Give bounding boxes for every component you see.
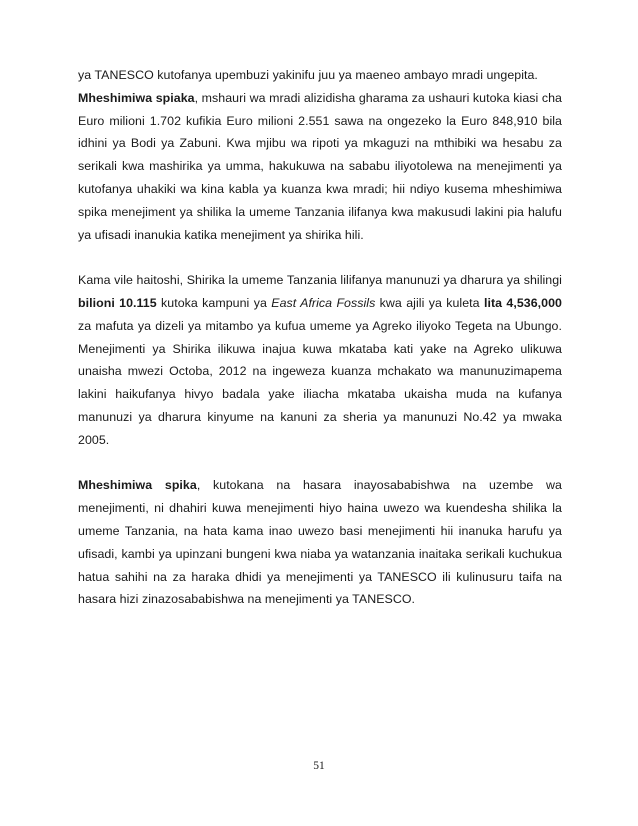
paragraph-3 xyxy=(78,269,562,451)
paragraph-4 xyxy=(78,474,562,611)
paragraph-3-text-a: Kama vile haitoshi, Shirika la umeme Tanzania lilifanya manunuzi ya dharura ya shilingi xyxy=(78,273,562,288)
paragraph-2 xyxy=(78,87,562,247)
paragraph-2-text: , mshauri wa mradi alizidisha gharama za ushauri kutoka kiasi cha Euro milioni 1.702 kufikia Euro milioni 2.551 sawa na ongezeko la Euro 848,910 bila idhini ya Bodi ya Zabuni. Kwa mjibu wa ripoti ya mkaguzi na mthibiki wa hesabu za serikali kwa mashirika ya umma, hakukuwa na sababu iliyotolewa na menejimenti ya kutofanya uhakiki wa kina kabla ya kuanza kwa mradi; hii ndiyo kusema mheshimiwa spika menejiment ya shilika la umeme Tanzania ilifanya kwa makusudi lakini pia halufu ya ufisadi inanukia katika menejiment ya shirika hili. xyxy=(78,90,562,242)
paragraph-4-text: , kutokana na hasara inayosababishwa na uzembe wa menejimenti, ni dhahiri kuwa menejimenti hiyo haina uwezo wa kuendesha shilika la umeme Tanzania, na hata kama inao uwezo basi menejimenti hii inanuka harufu ya ufisadi, kambi ya upinzani bungeni kwa niaba ya watanzania inaitaka serikali kuchukua hatua sahihi na za haraka dhidi ya menejimenti ya TANESCO ili kulinusuru taifa na hasara hizi zinazosababishwa na menejimenti ya TANESCO. xyxy=(78,478,562,607)
paragraph-3-company: East Africa Fossils xyxy=(271,295,376,310)
page-number: 51 xyxy=(313,760,325,772)
paragraph-4-heading: Mheshimiwa spika xyxy=(78,478,197,493)
paragraph-3-amount: bilioni 10.115 xyxy=(78,295,157,310)
paragraph-1 xyxy=(78,64,562,87)
paragraph-1-text: ya TANESCO kutofanya upembuzi yakinifu juu ya maeneo ambayo mradi ungepita. xyxy=(78,68,538,82)
paragraph-2-heading: Mheshimiwa spiaka xyxy=(78,90,195,105)
document-body xyxy=(78,64,562,611)
paragraph-3-volume: lita 4,536,000 xyxy=(483,295,562,310)
paragraph-3-text-d: za mafuta ya dizeli ya mitambo ya kufua umeme ya Agreko iliyoko Tegeta na Ubungo. Menejimenti ya Shirika ilikuwa inajua kuwa mkataba kati yake na Agreko ulikuwa unaisha mwezi Octoba, 2012 na ingeweza kuanza mchakato wa manunuzimapema lakini haikufanya hivyo badala yake iliacha mkataba ukaisha muda na kufanya manunuzi ya dharura kinyume na kanuni za sheria ya manunuzi No.42 ya mwaka 2005. xyxy=(78,318,562,447)
paragraph-3-text-b: kutoka kampuni ya xyxy=(156,295,272,310)
paragraph-3-text-c: kwa ajili ya kuleta xyxy=(375,295,484,310)
